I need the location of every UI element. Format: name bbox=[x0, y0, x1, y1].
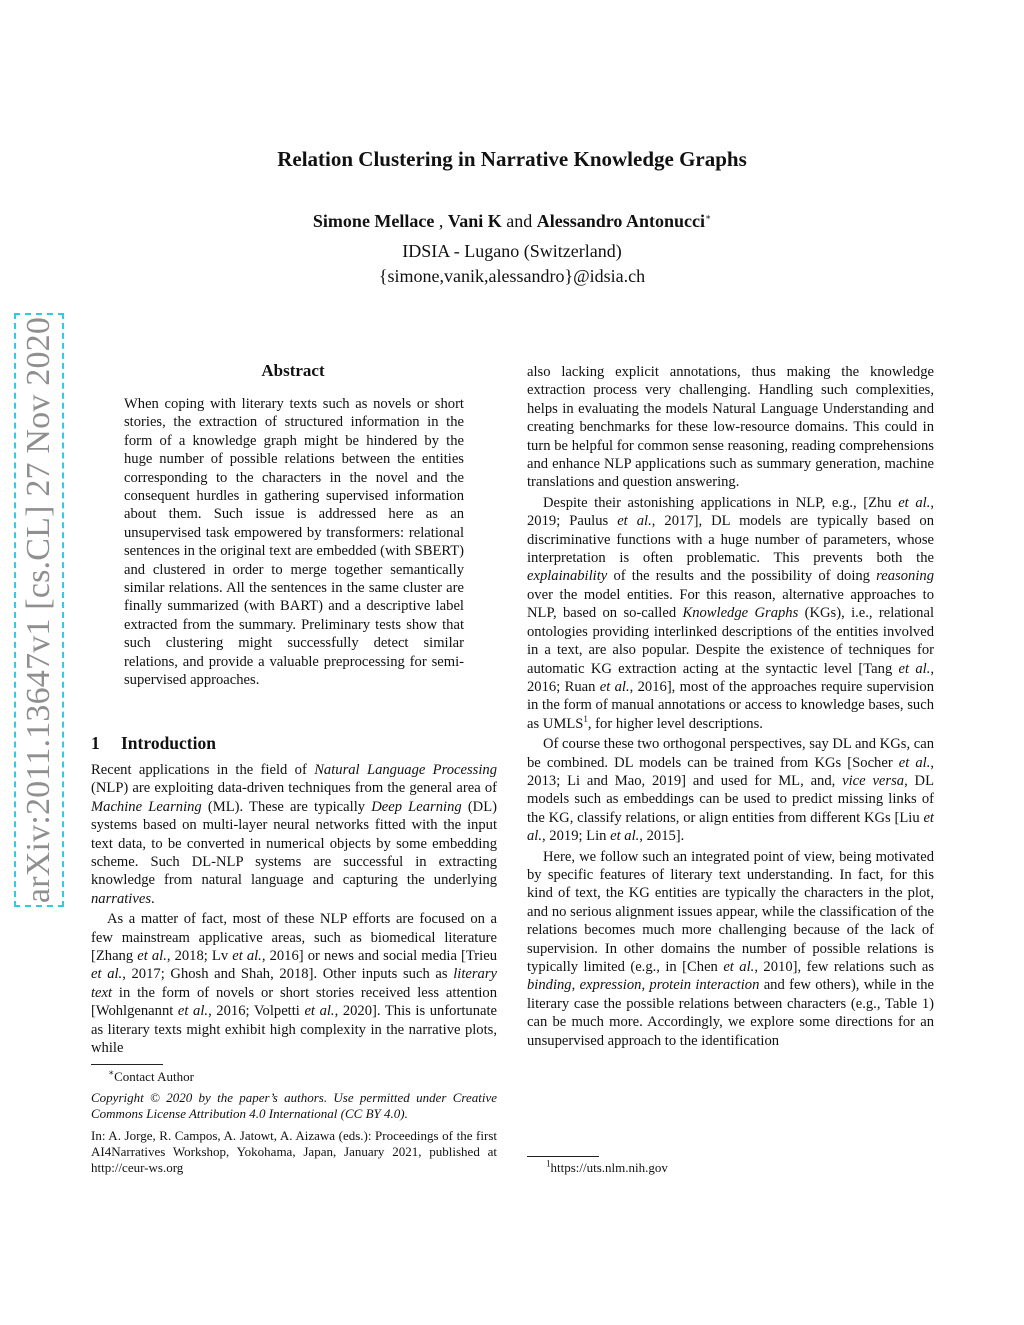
paragraph: also lacking explicit annotations, thus making the knowledge extraction process very challenging. Handling such complexities, helps in evaluating the models Natural Language Understanding and creating benchmarks for these low-resource domains. This could in turn be helpful for common sense reasoning, reading comprehensions and enhance NLP applications such as summary generation, machine translations and question answering. bbox=[527, 364, 934, 491]
corresponding-author-mark: ∗ bbox=[704, 212, 712, 222]
left-column bbox=[91, 761, 497, 1058]
paragraph: As a matter of fact, most of these NLP efforts are focused on a few mainstream applicative areas, such as biomedical literature [Zhang et al., 2018; Lv et al., 2016] or news and social media [Trieu et al., 2017; Ghosh and Shah, 2018]. Other inputs such as literary text in the form of novels or short stories received less attention [Wohlgenannt et al., 2016; Volpetti et al., 2020]. This is unfortunate as literary texts might exhibit high complexity in the narrative plots, while bbox=[91, 911, 497, 1057]
author-emails: {simone,vanik,alessandro}@idsia.ch bbox=[378, 266, 646, 286]
section-title: Introduction bbox=[121, 733, 216, 753]
section-number: 1 bbox=[91, 733, 100, 753]
author-name: Vani K bbox=[447, 211, 502, 231]
author-separator: and bbox=[501, 211, 537, 231]
footnote-ref: 1 bbox=[583, 713, 588, 724]
paragraph: Here, we follow such an integrated point of view, being motivated by specific features of literary text understanding. In fact, for this kind of text, the KG entities are typically the characters in the plot, and no serious alignment issues appear, while the classification of the relations becomes much more challenging because of the lack of supervision. In other domains the number of possible relations is typically limited (e.g., in [Chen et al., 2010], few relations such as binding, expression, protein interaction and few others), while in the literary case the possible relations between characters (e.g., Table 1) can be much more. Accordingly, we explore some directions for an unsupervised approach to the identification bbox=[527, 848, 935, 1049]
right-column bbox=[527, 363, 934, 1050]
paragraph: Recent applications in the field of Natural Language Processing (NLP) are exploiting data-driven techniques from the general area of Machine Learning (ML). These are typically Deep Learning (DL) systems based on multi-layer neural networks fitted with the input text data, to be converted in numerical objects by some embedding scheme. Such DL-NLP systems are successful in extracting knowledge from natural language and capturing the underlying narratives. bbox=[91, 762, 497, 907]
footnote-proceedings: In: A. Jorge, R. Campos, A. Jatowt, A. Aizawa (eds.): Proceedings of the first AI4Narratives Workshop, Yokohama, Japan, January 2021, published at http://ceur-ws.org bbox=[91, 1128, 497, 1175]
abstract-body: When coping with literary texts such as novels or short stories, the extraction of structured information in the form of a knowledge graph might be hindered by the huge number of possible relations between the entities corresponding to the characters in the novel and the consequent hurdles in gathering supervised information about them. Such issue is addressed here as an unsupervised task empowered by transformers: relational sentences in the original text are embedded (with SBERT) and clustered in order to merge together semantically similar relations. All the sentences in the same cluster are finally summarized (with BART) and a descriptive label extracted from the summary. Preliminary tests show that such clustering might successfully detect similar relations, and provide a valuable preprocessing for semi-supervised approaches. bbox=[124, 396, 464, 689]
footnote-rule bbox=[91, 1064, 163, 1065]
section-heading bbox=[91, 733, 216, 754]
author-name: Simone Mellace bbox=[312, 211, 435, 231]
arxiv-identifier: arXiv:2011.13647v1 [cs.CL] 27 Nov 2020 bbox=[20, 316, 57, 904]
affiliation: IDSIA - Lugano (Switzerland) bbox=[402, 241, 622, 261]
footnote-copyright: Copyright © 2020 by the paper’s authors. Use permitted under Creative Commons License Attribution 4.0 International (CC BY 4.0). bbox=[91, 1090, 497, 1121]
author-name: Alessandro Antonucci bbox=[536, 211, 705, 231]
footnote-umls-url: $^1$https://uts.nlm.nih.gov bbox=[546, 1158, 668, 1175]
paper-title: Relation Clustering in Narrative Knowledge Graphs bbox=[277, 147, 747, 171]
footnote-contact: ∗Contact Author bbox=[108, 1067, 194, 1084]
author-separator: , bbox=[434, 211, 448, 231]
abstract-heading: Abstract bbox=[261, 361, 325, 380]
paragraph: Of course these two orthogonal perspectives, say DL and KGs, can be combined. DL models can be trained from KGs [Socher et al., 2013; Li and Mao, 2019] and used for ML, and, vice versa, DL models such as embeddings can be used to predict missing links of the KG, classify relations, or align entities from different KGs [Liu et al., 2019; Lin et al., 2015]. bbox=[527, 736, 935, 845]
paragraph: Despite their astonishing applications in NLP, e.g., [Zhu et al., 2019; Paulus et al., 2017], DL models are typically based on discriminative functions with a huge number of parameters, whose interpretation is often problematic. This prevents both the explainability of the results and the possibility of doing reasoning over the model entities. For this reason, alternative approaches to NLP, based on so-called Knowledge Graphs (KGs), i.e., relational ontologies providing interlinked descriptions of the entities involved in a text, are also popular. Despite the existence of techniques for automatic KG extraction acting at the syntactic level [Tang et al., 2016; Ruan et al., 2016], most of the approaches require supervision in the form of manual annotations or access to knowledge bases, such as UMLS$^1$, for higher level descriptions. bbox=[527, 494, 935, 732]
arxiv-stamp bbox=[14, 313, 64, 907]
author-list bbox=[0, 211, 1024, 232]
footnote-rule bbox=[527, 1156, 599, 1157]
